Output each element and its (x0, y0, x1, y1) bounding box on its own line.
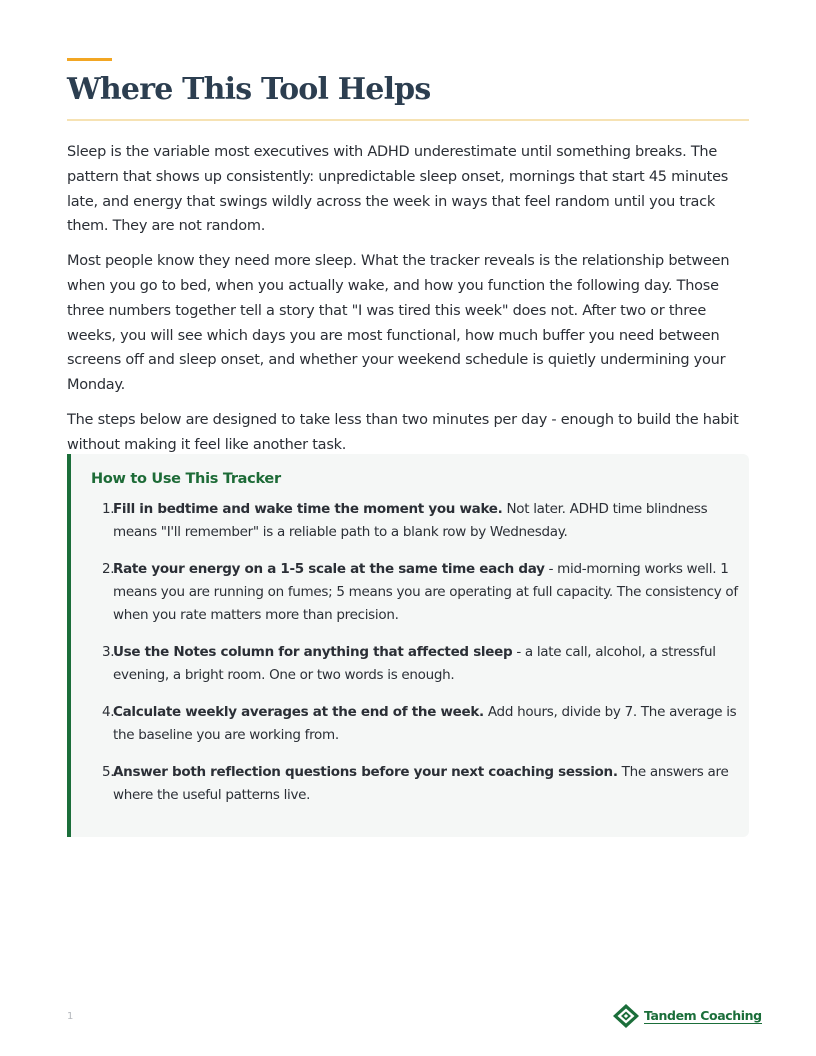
accent-bar (67, 58, 112, 61)
step-lead: Use the Notes column for anything that affected sleep (113, 644, 513, 660)
diamond-logo-icon (612, 1003, 640, 1029)
list-item (102, 498, 738, 544)
step-lead: Calculate weekly averages at the end of the week. (113, 704, 484, 720)
step-number: 5. (102, 764, 115, 780)
page-number: 1 (67, 1011, 74, 1022)
step-text: - a late call, alcohol, a stressful evening, a bright room. One or two words is enough. (113, 644, 716, 683)
steps-list (102, 498, 738, 821)
how-to-callout (67, 454, 749, 837)
intro-section (67, 140, 757, 468)
brand-logo (612, 1003, 762, 1029)
brand-name: Tandem Coaching (644, 1007, 762, 1023)
list-item (102, 558, 738, 627)
list-item (102, 761, 738, 807)
step-lead: Rate your energy on a 1-5 scale at the same time each day (113, 561, 545, 577)
step-lead: Answer both reflection questions before your next coaching session. (113, 764, 618, 780)
how-to-title: How to Use This Tracker (91, 471, 281, 487)
step-number: 3. (102, 644, 115, 660)
intro-paragraph: Sleep is the variable most executives with ADHD underestimate until something breaks. The pattern that shows up consistently: unpredictable sleep onset, mornings that start 45 minutes late, and energy that swings wildly across the week in ways that feel random until you track them. They are not random. (67, 144, 729, 235)
step-number: 2. (102, 561, 115, 577)
list-item (102, 641, 738, 687)
step-text: Add hours, divide by 7. The average is the baseline you are working from. (113, 704, 737, 743)
step-lead: Fill in bedtime and wake time the moment you wake. (113, 501, 503, 517)
step-text: The answers are where the useful patterns live. (113, 764, 729, 803)
title-divider (67, 119, 749, 121)
intro-paragraph: Most people know they need more sleep. What the tracker reveals is the relationship between when you go to bed, when you actually wake, and how you function the following day. Those three numbers together tell a story that "I was tired this week" does not. After two or three weeks, you will see which days you are most functional, how much buffer you need between screens off and sleep onset, and whether your weekend schedule is quietly undermining your Monday. (67, 253, 730, 394)
step-number: 1. (102, 501, 115, 517)
page-title: Where This Tool Helps (67, 72, 431, 107)
step-number: 4. (102, 704, 115, 720)
list-item (102, 701, 738, 747)
step-text: - mid-morning works well. 1 means you are running on fumes; 5 means you are operating at full capacity. The consistency of when you rate matters more than precision. (113, 561, 738, 623)
step-text: Not later. ADHD time blindness means "I'll remember" is a reliable path to a blank row by Wednesday. (113, 501, 708, 540)
intro-paragraph: The steps below are designed to take less than two minutes per day - enough to build the habit without making it feel like another task. (67, 411, 739, 453)
